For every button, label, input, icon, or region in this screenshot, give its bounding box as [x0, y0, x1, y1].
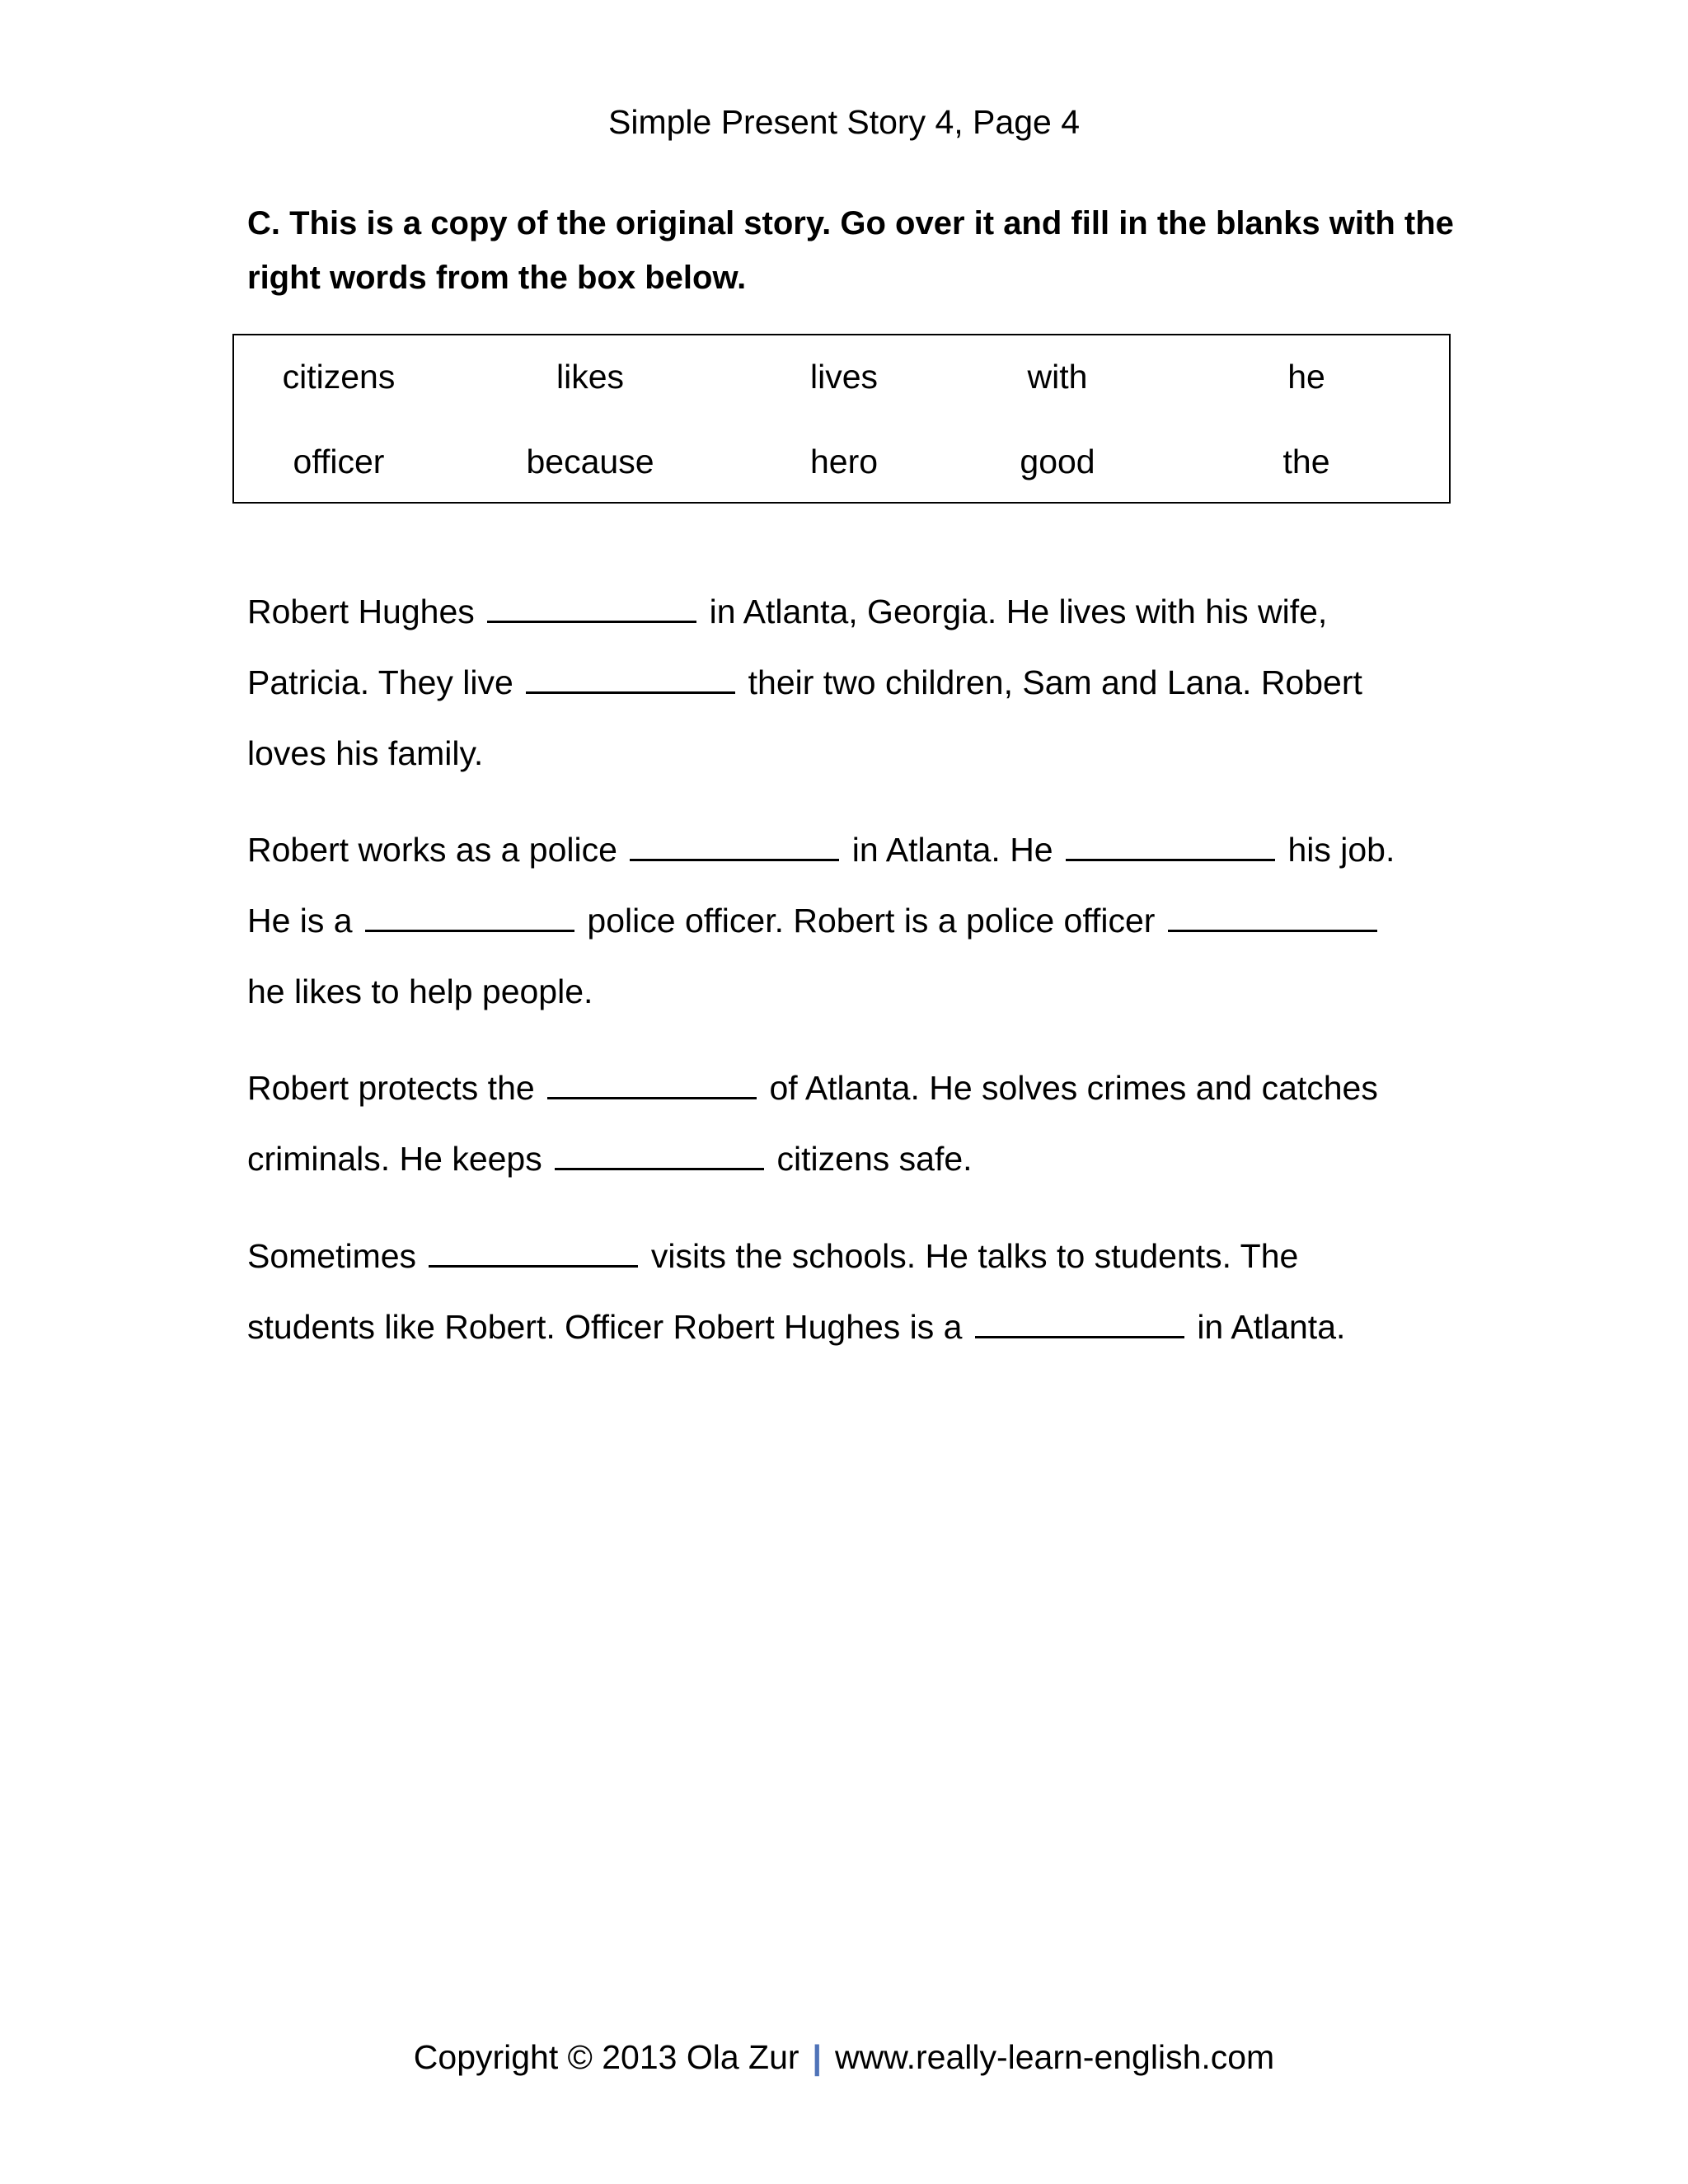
- word-bank-item: hero: [809, 443, 879, 480]
- story-text: he likes to help people.: [247, 972, 593, 1010]
- fill-in-blank[interactable]: [429, 1222, 638, 1268]
- word-bank-item: he: [1287, 358, 1325, 396]
- story-paragraph-3: [247, 1052, 1467, 1194]
- story-text: Patricia. They live: [247, 663, 513, 701]
- word-box: [232, 334, 1451, 504]
- page-header: Simple Present Story 4, Page 4: [607, 103, 1081, 141]
- story-text: of Atlanta. He solves crimes and catches: [769, 1069, 1378, 1107]
- story-line: [247, 814, 1467, 885]
- website-link[interactable]: www.really-learn-english.com: [835, 2038, 1275, 2076]
- fill-in-blank[interactable]: [555, 1125, 764, 1170]
- word-bank-item: lives: [809, 358, 879, 396]
- page-footer: [0, 2032, 1688, 2082]
- story-text: police officer. Robert is a police officer: [587, 902, 1156, 940]
- copyright-text: Copyright © 2013 Ola Zur: [413, 2038, 799, 2076]
- story-line: [247, 885, 1467, 956]
- instructions: C. This is a copy of the original story. Go over it and fill in the blanks with the right words from the box below.: [247, 205, 1454, 296]
- fill-in-blank[interactable]: [526, 649, 735, 694]
- story-text: citizens safe.: [776, 1140, 973, 1178]
- story-line: [247, 718, 1467, 789]
- story-paragraph-1: [247, 576, 1467, 789]
- word-bank-item: citizens: [282, 358, 396, 396]
- story-text: Robert Hughes: [247, 593, 475, 630]
- story-text: in Atlanta.: [1197, 1308, 1346, 1346]
- story-paragraph-2: [247, 814, 1467, 1027]
- story-line: [247, 956, 1467, 1027]
- story-text: visits the schools. He talks to students. The: [650, 1237, 1299, 1275]
- fill-in-blank[interactable]: [487, 578, 696, 623]
- story-text: He is a: [247, 902, 353, 940]
- story-line: [247, 1052, 1467, 1123]
- story-line: [247, 647, 1467, 718]
- story-paragraph-4: [247, 1221, 1467, 1362]
- story-text: Robert works as a police: [247, 831, 617, 869]
- story-text: in Atlanta. He: [851, 831, 1053, 869]
- word-bank-item: likes: [556, 358, 625, 396]
- story-text: loves his family.: [247, 734, 484, 772]
- fill-in-blank[interactable]: [630, 816, 839, 861]
- story-text: Robert protects the: [247, 1069, 535, 1107]
- fill-in-blank[interactable]: [1168, 887, 1377, 932]
- story-text: students like Robert. Officer Robert Hughes is a: [247, 1308, 963, 1346]
- fill-in-blank[interactable]: [547, 1054, 757, 1099]
- fill-in-blank[interactable]: [975, 1293, 1184, 1338]
- story-line: [247, 1221, 1467, 1291]
- word-bank-item: officer: [293, 443, 385, 480]
- footer-separator: |: [812, 2038, 823, 2076]
- fill-in-blank[interactable]: [365, 887, 574, 932]
- story-text: in Atlanta, Georgia. He lives with his wife,: [709, 593, 1328, 630]
- story-text: their two children, Sam and Lana. Robert: [748, 663, 1362, 701]
- fill-in-blank[interactable]: [1066, 816, 1275, 861]
- story-text: Sometimes: [247, 1237, 417, 1275]
- story-line: [247, 1291, 1467, 1362]
- story-text: criminals. He keeps: [247, 1140, 542, 1178]
- story-line: [247, 1123, 1467, 1194]
- word-bank-item: with: [1027, 358, 1088, 396]
- word-bank-item: the: [1282, 443, 1330, 480]
- word-bank-item: good: [1020, 443, 1095, 480]
- story-text: his job.: [1287, 831, 1395, 869]
- word-bank-item: because: [526, 443, 654, 480]
- story-line: [247, 576, 1467, 647]
